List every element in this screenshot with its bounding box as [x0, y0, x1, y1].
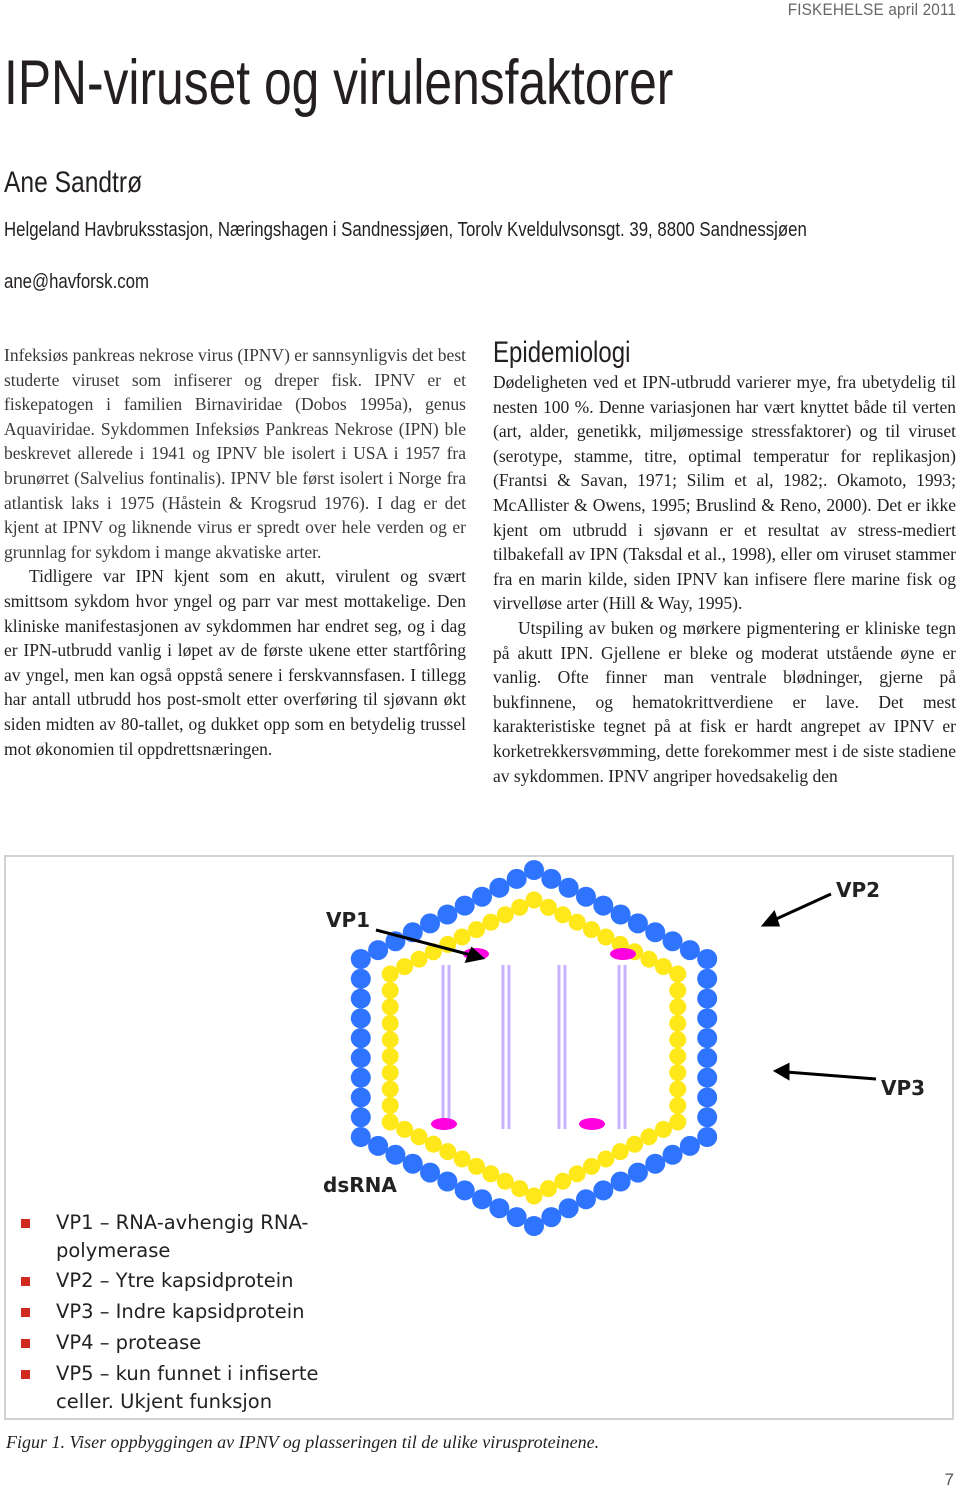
vp3-subunit: [382, 966, 399, 983]
vp3-subunit: [382, 1097, 399, 1114]
outer-capsid-ring: [351, 860, 717, 1236]
vp3-subunit: [382, 1048, 399, 1065]
vp3-subunit: [482, 914, 499, 931]
vp2-subunit: [455, 1180, 475, 1200]
vp2-subunit: [680, 940, 700, 960]
vp3-arrow: [786, 1072, 876, 1079]
vp2-subunit: [697, 1107, 717, 1127]
legend-label: VP1 – RNA-avhengig RNA-polymerase: [56, 1211, 309, 1262]
legend-item-vp4: [16, 1329, 346, 1360]
figure-ipnv-structure: [4, 855, 954, 1420]
author-email: ane@havforsk.com: [4, 271, 149, 293]
figure-caption: Figur 1. Viser oppbyggingen av IPNV og plasseringen til de ulike virusproteinene.: [6, 1432, 600, 1452]
vp2-subunit: [576, 887, 596, 907]
vp2-subunit: [611, 1172, 631, 1192]
vp3-subunit: [669, 1048, 686, 1065]
vp2-subunit: [663, 1145, 683, 1165]
vp2-subunit: [351, 969, 371, 989]
vp3-subunit: [410, 1128, 427, 1145]
vp2-subunit: [697, 1087, 717, 1107]
vp2-subunit: [455, 896, 475, 916]
vp3-subunit: [382, 1064, 399, 1081]
vp3-subunit: [669, 1114, 686, 1131]
dsrna-label: dsRNA: [323, 1173, 397, 1197]
vp3-subunit: [569, 914, 586, 931]
vp2-subunit: [368, 1136, 388, 1156]
vp2-subunit: [559, 878, 579, 898]
legend-bullet: [21, 1308, 30, 1317]
vp3-subunit: [482, 1165, 499, 1182]
vp3-subunit: [554, 1173, 571, 1190]
author-affiliation: Helgeland Havbruksstasjon, Næringshagen i Sandnessjøen, Torolv Kveldulvsonsgt. 39, 8800 Sandnessjøen: [4, 219, 807, 241]
vp3-subunit: [641, 951, 658, 968]
legend-item-vp5: [16, 1360, 346, 1418]
vp3-subunit: [583, 1158, 600, 1175]
vp2-subunit: [420, 913, 440, 933]
vp2-subunit: [593, 896, 613, 916]
vp3-subunit: [396, 1121, 413, 1138]
vp2-subunit: [541, 869, 561, 889]
vp1-protein: [579, 1118, 605, 1130]
vp3-subunit: [669, 966, 686, 983]
page-number: 7: [944, 1470, 954, 1489]
vp2-subunit: [697, 1048, 717, 1068]
author-name: Ane Sandtrø: [4, 166, 143, 199]
vp2-subunit: [351, 1127, 371, 1147]
vp3-subunit: [454, 1151, 471, 1168]
epidemiology-paragraph-1: Dødeligheten ved et IPN-utbrudd varierer mye, fra ubetydelig til nesten 100 %. Denne variasjonen har vært knyttet både til verten (art, alder, genetikk, miljømessige stressfaktorer) og til viruset (serotype, stamme, titre, optimal temperatur for replikasjon) (Frantsi & Savan, 1971; Silim et al, 1982;. Okamoto, 1993; McAllister & Owens, 1995; Bruslind & Reno, 2000). Det er ikke kjent om utbrudd i sjøvann er et resultat av stress-mediert tilbakefall av IPN (Taksdal et al., 1998), eller om viruset stammer fra en marin kilde, siden IPNV kan infisere flere marine fisk og virvelløse arter (Hill & Way, 1995).: [493, 372, 956, 614]
vp2-subunit: [351, 1107, 371, 1127]
vp3-subunit: [382, 1114, 399, 1131]
vp2-subunit: [697, 989, 717, 1009]
vp3-subunit: [511, 1180, 528, 1197]
legend-bullet: [21, 1339, 30, 1348]
legend-item-vp2: [16, 1267, 346, 1298]
vp3-subunit: [382, 982, 399, 999]
vp3-subunit: [669, 1064, 686, 1081]
epidemiology-paragraph-2: Utspiling av buken og mørkere pigmentering er kliniske tegn på akutt IPN. Gjellene er bleke og moderat utstående øyne er vanlig. Ofte finner man ventrale blødninger, gjerne på bukfinnene, og hematokrittverdiene er lave. Det mest karakteristiske tegnet på at fisk er hardt angrepet av IPNV er korketrekkersvømming, dette forekommer mest i de siste stadiene av sykdommen. IPNV angriper hovedsakelig den: [493, 617, 956, 786]
vp3-subunit: [526, 892, 543, 909]
vp2-subunit: [628, 1163, 648, 1183]
vp2-subunit: [593, 1180, 613, 1200]
vp3-subunit: [410, 951, 427, 968]
vp2-subunit: [385, 1145, 405, 1165]
vp2-subunit: [645, 1154, 665, 1174]
legend-bullet: [21, 1277, 30, 1286]
vp3-subunit: [554, 906, 571, 923]
inner-capsid-ring: [382, 892, 687, 1205]
vp2-subunit: [628, 913, 648, 933]
vp2-subunit: [697, 1127, 717, 1147]
vp3-subunit: [454, 929, 471, 946]
legend-label: VP4 – protease: [56, 1331, 202, 1354]
vp2-subunit: [507, 1207, 527, 1227]
vp3-label: VP3: [881, 1076, 926, 1100]
vp2-subunit: [645, 922, 665, 942]
vp2-subunit: [403, 1154, 423, 1174]
vp2-subunit: [489, 1198, 509, 1218]
vp2-subunit: [663, 931, 683, 951]
vp2-subunit: [489, 878, 509, 898]
vp2-subunit: [559, 1198, 579, 1218]
vp3-subunit: [597, 1151, 614, 1168]
legend-label: VP2 – Ytre kapsidprotein: [56, 1269, 294, 1292]
legend-item-vp1: [16, 1209, 346, 1267]
vp2-subunit: [351, 989, 371, 1009]
vp2-subunit: [472, 1189, 492, 1209]
vp3-arrowhead: [776, 1065, 788, 1078]
vp2-subunit: [524, 860, 544, 880]
vp2-subunit: [437, 905, 457, 925]
vp3-subunit: [540, 1180, 557, 1197]
vp2-subunit: [576, 1189, 596, 1209]
article-title: IPN-viruset og virulensfaktorer: [4, 48, 674, 118]
vp3-subunit: [669, 1015, 686, 1032]
vp1-markers: [431, 948, 636, 1130]
vp2-subunit: [351, 1068, 371, 1088]
legend-bullet: [21, 1370, 30, 1379]
vp3-subunit: [497, 1173, 514, 1190]
vp3-subunit: [468, 921, 485, 938]
vp3-subunit: [468, 1158, 485, 1175]
legend-bullet: [21, 1219, 30, 1228]
vp3-subunit: [382, 1031, 399, 1048]
vp3-subunit: [669, 998, 686, 1015]
vp3-subunit: [439, 1143, 456, 1160]
vp2-subunit: [351, 1008, 371, 1028]
vp2-subunit: [541, 1207, 561, 1227]
vp2-subunit: [351, 1048, 371, 1068]
vp2-subunit: [697, 949, 717, 969]
vp2-subunit: [524, 1216, 544, 1236]
vp3-subunit: [569, 1165, 586, 1182]
vp3-subunit: [540, 899, 557, 916]
vp3-subunit: [669, 1031, 686, 1048]
legend-label: VP5 – kun funnet i infiserte celler. Ukjent funksjon: [56, 1362, 319, 1413]
vp2-subunit: [420, 1163, 440, 1183]
left-column: [4, 343, 466, 761]
vp2-subunit: [697, 1068, 717, 1088]
vp2-subunit: [351, 949, 371, 969]
legend-label: VP3 – Indre kapsidprotein: [56, 1300, 305, 1323]
vp1-protein: [610, 948, 636, 960]
vp3-subunit: [526, 1188, 543, 1205]
dsrna-strands: [443, 965, 625, 1129]
vp2-subunit: [680, 1136, 700, 1156]
vp3-subunit: [669, 1097, 686, 1114]
vp3-subunit: [583, 921, 600, 938]
vp1-label: VP1: [326, 908, 371, 932]
vp2-subunit: [472, 887, 492, 907]
journal-header: FISKEHELSE april 2011: [787, 0, 956, 19]
vp2-subunit: [697, 1028, 717, 1048]
vp2-arrowhead: [764, 913, 778, 925]
vp1-protein: [431, 1118, 457, 1130]
vp3-subunit: [669, 982, 686, 999]
legend-item-vp3: [16, 1298, 346, 1329]
intro-paragraph: Infeksiøs pankreas nekrose virus (IPNV) er sannsynligvis det best studerte viruset som infiserer og dreper fisk. IPNV er et fiskepatogen i familien Birnaviridae (Dobos 1995a), genus Aquaviridae. Sykdommen Infeksiøs Pankreas Nekrose (IPN) ble beskrevet allerede i 1941 og IPNV ble isolert i USA i 1957 fra brunørret (Salvelius fontinalis). IPNV ble først isolert i Norge fra atlantisk laks i 1975 (Håstein & Krogsrud 1976). I dag er det kjent at IPNV og liknende virus er spredt over hele verden og er grunnlag for sykdom i mange akvatiske arter.: [4, 345, 466, 562]
history-paragraph: Tidligere var IPN kjent som en akutt, virulent og svært smittsom sykdom hvor yngel og parr var mest mottakelige. Den kliniske manifestasjonen av sykdommen har endret seg, og i dag er IPN-utbrudd vanlig i løpet av de første ukene etter startfôring av yngel, men kan også oppstå senere i ferskvannsfasen. I tillegg har antall utbrudd hos post-smolt etter overføring til sjøvann økt siden midten av 80-tallet, og dukket opp som en betydelig trussel mot økonomien til oppdrettsnæringen.: [4, 566, 466, 759]
vp2-subunit: [697, 969, 717, 989]
vp3-subunit: [497, 906, 514, 923]
vp2-subunit: [697, 1008, 717, 1028]
right-column: [493, 370, 956, 788]
vp3-subunit: [511, 899, 528, 916]
vp3-subunit: [626, 1136, 643, 1153]
vp3-subunit: [669, 1081, 686, 1098]
vp3-subunit: [612, 1143, 629, 1160]
vp2-subunit: [507, 869, 527, 889]
vp3-subunit: [655, 958, 672, 975]
vp3-subunit: [382, 1081, 399, 1098]
vp3-subunit: [597, 929, 614, 946]
vp2-subunit: [368, 940, 388, 960]
figure-legend: [16, 1209, 346, 1418]
vp3-subunit: [655, 1121, 672, 1138]
vp2-subunit: [437, 1172, 457, 1192]
vp3-subunit: [641, 1128, 658, 1145]
vp2-subunit: [351, 1028, 371, 1048]
vp3-subunit: [382, 1015, 399, 1032]
vp2-label: VP2: [836, 878, 881, 902]
vp2-subunit: [611, 905, 631, 925]
vp3-subunit: [396, 958, 413, 975]
vp2-subunit: [351, 1087, 371, 1107]
section-heading-epidemiologi: Epidemiologi: [493, 336, 631, 369]
vp2-arrow: [774, 894, 831, 920]
vp3-subunit: [425, 1136, 442, 1153]
vp3-subunit: [382, 998, 399, 1015]
